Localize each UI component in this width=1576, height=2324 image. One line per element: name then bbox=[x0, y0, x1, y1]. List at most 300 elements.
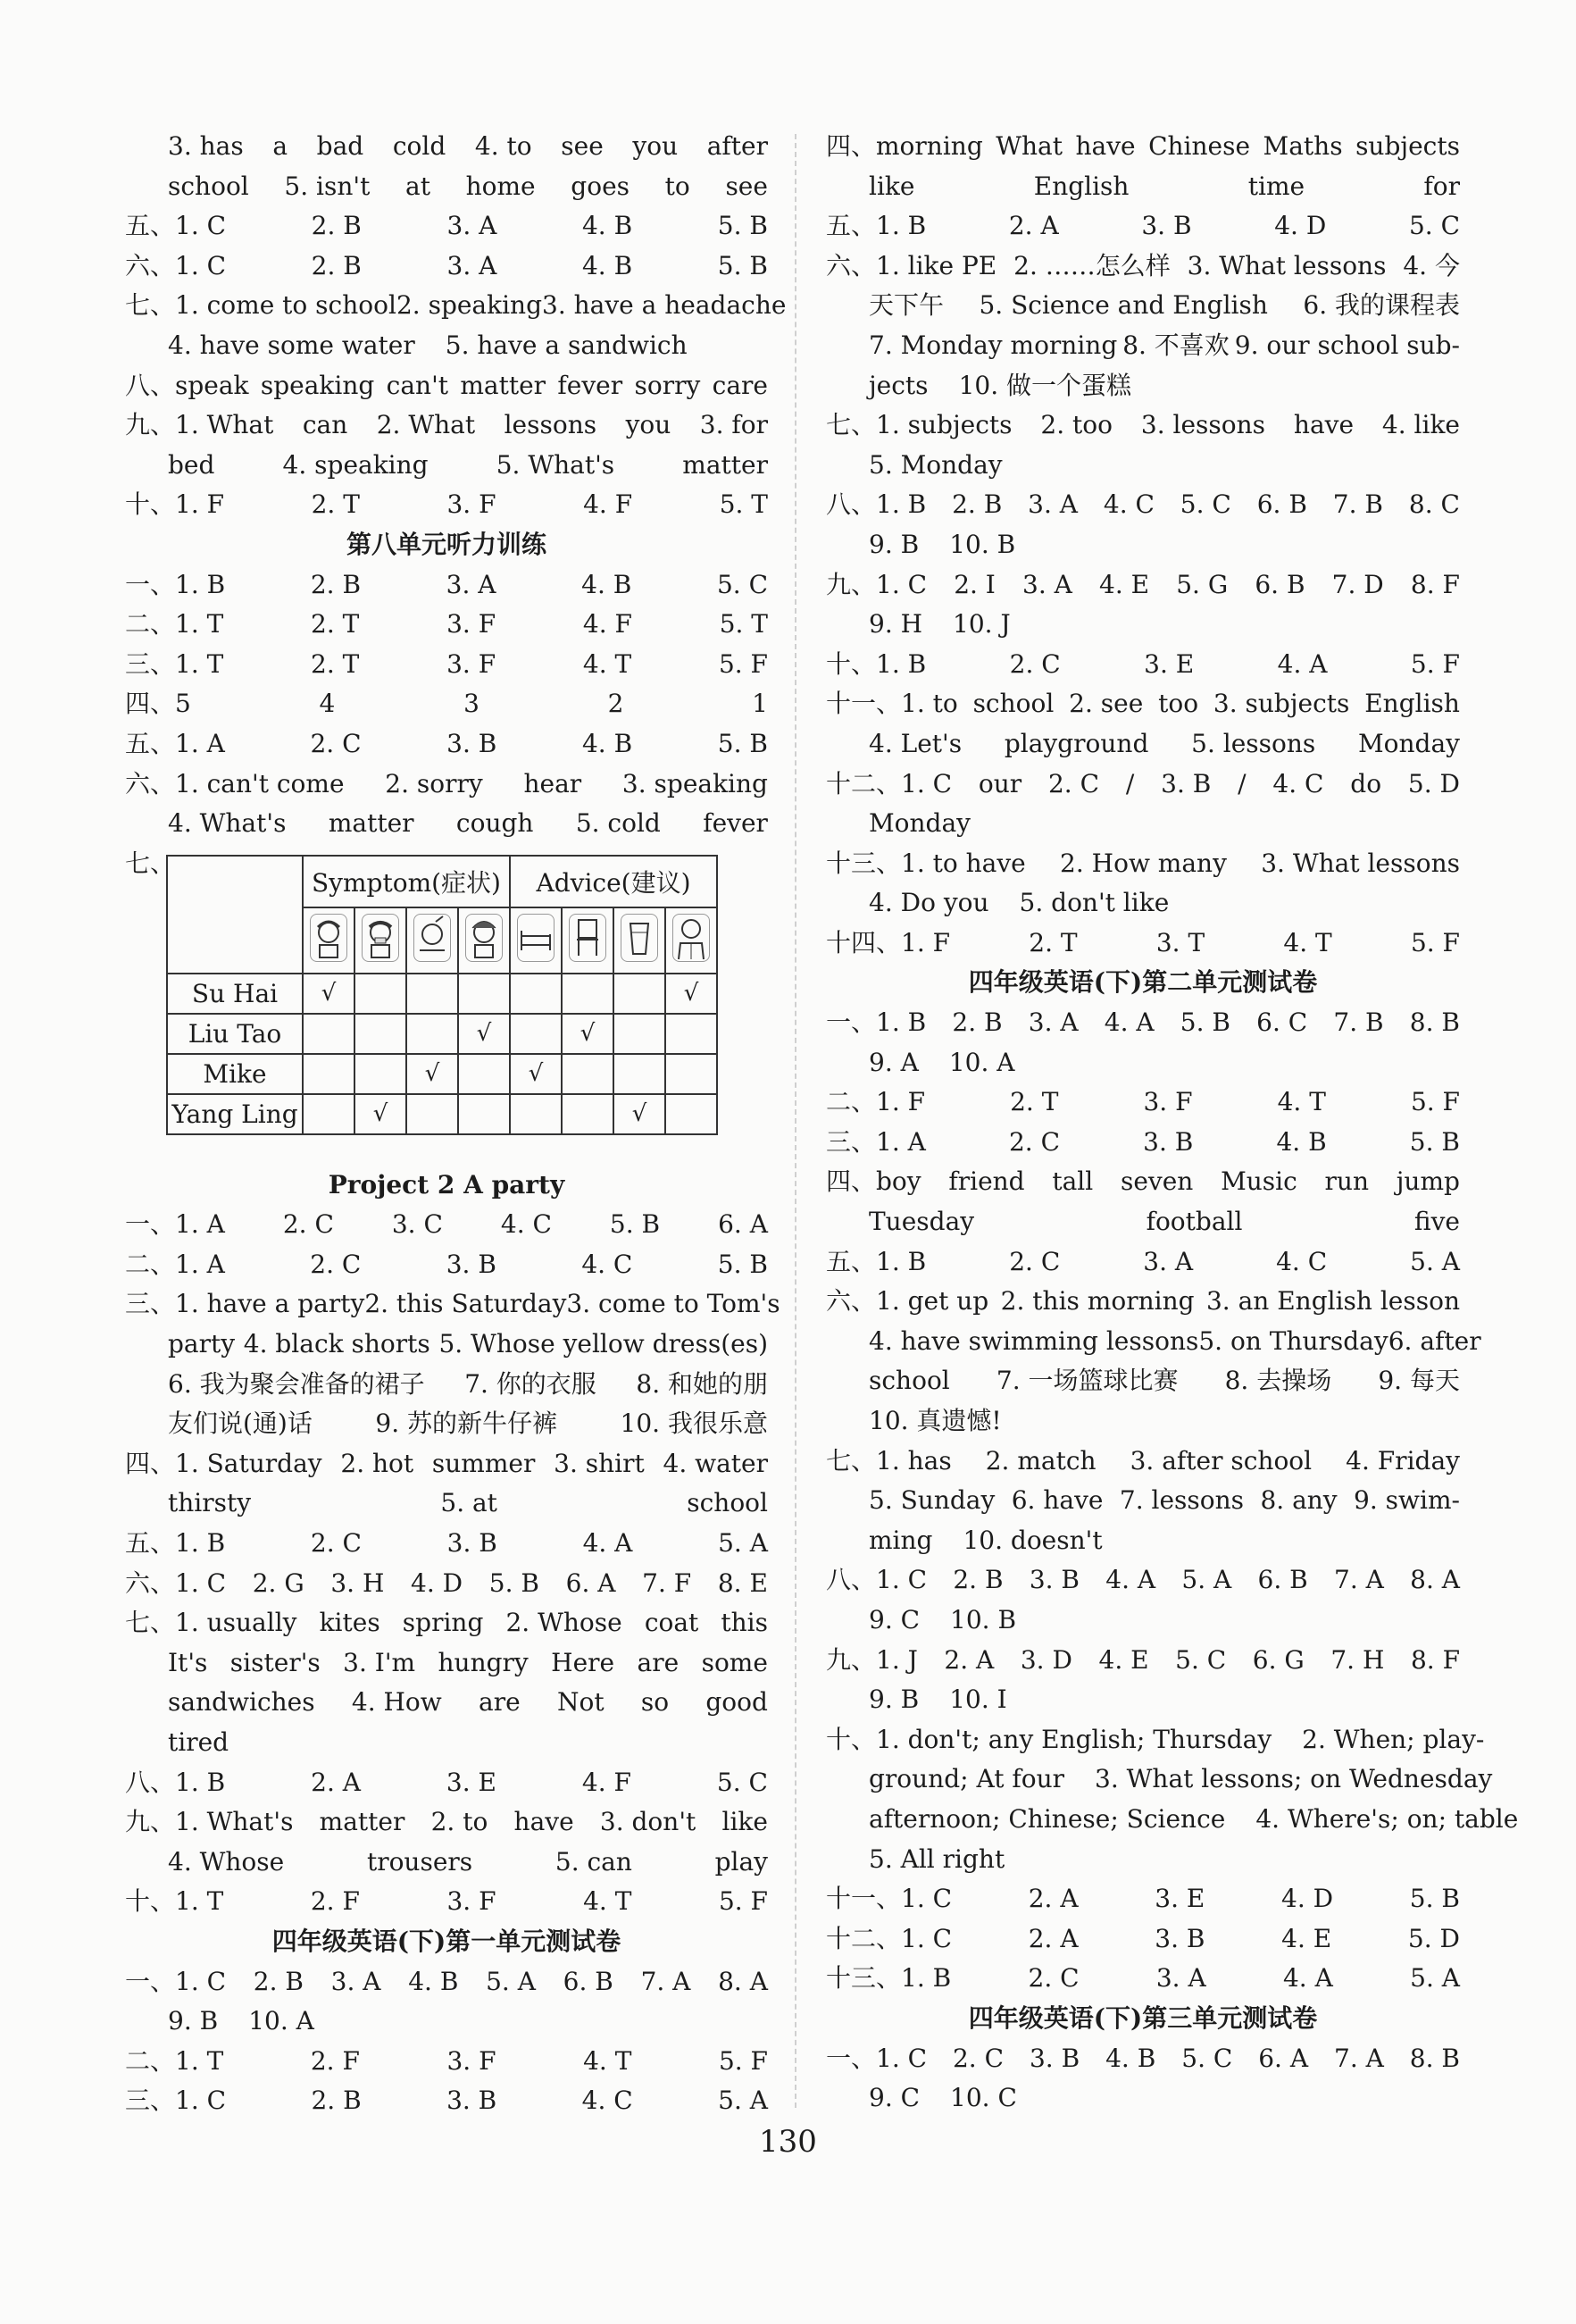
answer-item: 4. water bbox=[663, 1448, 768, 1478]
answer-item: 5. A bbox=[486, 1966, 536, 1996]
answer-item: 4. T bbox=[1283, 927, 1332, 957]
answer-item: 5. A bbox=[718, 2086, 768, 2116]
answer-line bbox=[826, 1043, 1460, 1083]
answer-line bbox=[125, 1444, 768, 1484]
answer-item: 3. A bbox=[1028, 489, 1078, 520]
answer-item: 2. C bbox=[1047, 768, 1100, 798]
answer-item: 3. A bbox=[1022, 569, 1072, 599]
answer-item: tall bbox=[1052, 1166, 1094, 1197]
answer-item: 十、1. T bbox=[125, 1886, 224, 1917]
answer-line bbox=[125, 1802, 768, 1843]
answer-line bbox=[826, 765, 1460, 805]
answer-item: 9. C bbox=[869, 1604, 921, 1634]
empty-cell bbox=[665, 1054, 717, 1094]
answer-item: 3. speaking bbox=[621, 768, 768, 798]
answer-item: 十四、1. F bbox=[826, 927, 951, 957]
left-answer-lines-a bbox=[125, 127, 787, 844]
answer-item: cold bbox=[392, 131, 446, 161]
answer-line bbox=[125, 366, 768, 406]
answer-item: What bbox=[996, 131, 1063, 161]
answer-line bbox=[826, 684, 1460, 724]
answer-item: 5. All right bbox=[869, 1843, 1005, 1874]
answer-item: 五、1. B bbox=[826, 211, 927, 241]
answer-line bbox=[826, 2078, 1460, 2119]
answer-item: do bbox=[1350, 768, 1382, 798]
left-column bbox=[125, 127, 787, 2121]
answer-item: 5. Sunday bbox=[869, 1485, 996, 1516]
answer-item: 5. have a sandwich bbox=[445, 330, 688, 360]
answer-line bbox=[125, 2042, 768, 2082]
answer-item: 2. C bbox=[310, 728, 362, 758]
answer-line bbox=[125, 765, 768, 805]
answer-item: 8. F bbox=[1410, 569, 1460, 599]
answer-item: 7. D bbox=[1331, 569, 1384, 599]
answer-item: 6. A bbox=[565, 1567, 616, 1598]
answer-item: a bbox=[272, 131, 288, 161]
answer-item: 4. Do you bbox=[869, 888, 989, 918]
empty-cell bbox=[354, 1054, 406, 1094]
answer-item: 友们说(通)话 bbox=[168, 1409, 313, 1439]
answer-item: 5. Science and English bbox=[979, 290, 1268, 321]
answer-item: 5. D bbox=[1407, 1923, 1460, 1953]
answer-item: 六、1. like PE bbox=[826, 250, 997, 280]
answer-item: 3. What lessons bbox=[1187, 250, 1387, 280]
empty-cell bbox=[510, 1014, 562, 1054]
answer-line bbox=[826, 1560, 1460, 1601]
answer-item: Maths bbox=[1263, 131, 1343, 161]
answer-item: 十三、1. to have bbox=[826, 848, 1026, 878]
answer-item: 4. T bbox=[583, 1886, 632, 1917]
empty-cell bbox=[562, 1054, 613, 1094]
answer-item: fever bbox=[703, 808, 768, 839]
answer-item: 4. have some water bbox=[168, 330, 415, 360]
answer-item: 3. C bbox=[391, 1209, 443, 1240]
answer-item: 5. A bbox=[1181, 1565, 1232, 1595]
answer-item: 3. A bbox=[1143, 1246, 1194, 1276]
answer-line bbox=[125, 724, 768, 765]
answer-item: 8. any bbox=[1260, 1485, 1338, 1516]
answer-item: 七、1. come to school bbox=[125, 290, 396, 321]
answer-line bbox=[826, 485, 1460, 525]
answer-line bbox=[826, 446, 1460, 486]
answer-item: after bbox=[706, 131, 768, 161]
answer-item: 6. B bbox=[563, 1966, 613, 1996]
answer-item: 4. 今 bbox=[1403, 250, 1460, 280]
answer-item: 2. B bbox=[952, 1007, 1003, 1038]
answer-item: 3. B bbox=[1161, 768, 1212, 798]
answer-line bbox=[826, 804, 1460, 844]
answer-item: 3. B bbox=[446, 1528, 497, 1559]
answer-item: / bbox=[1125, 768, 1135, 798]
answer-item: 10. I bbox=[949, 1684, 1007, 1715]
answer-item: 4. D bbox=[411, 1567, 463, 1598]
answer-item: 一、1. C bbox=[826, 2043, 928, 2073]
answer-item: 2. A bbox=[1028, 1884, 1079, 1914]
chair-picture bbox=[562, 907, 613, 974]
answer-item: jects bbox=[869, 370, 929, 400]
empty-cell bbox=[406, 1094, 458, 1134]
answer-item: 9. B bbox=[869, 529, 920, 559]
answer-item: like bbox=[869, 171, 915, 201]
answer-item: 7. Monday morning bbox=[869, 330, 1118, 360]
empty-cell bbox=[354, 1014, 406, 1054]
check-mark-cell: √ bbox=[406, 1054, 458, 1094]
water-picture bbox=[613, 907, 665, 974]
answer-item: run bbox=[1324, 1166, 1369, 1197]
answer-item: 六、1. C bbox=[125, 250, 227, 280]
answer-item: 3. F bbox=[446, 2045, 496, 2076]
answer-item: 2. this Saturday bbox=[364, 1289, 567, 1319]
answer-item: see bbox=[725, 171, 768, 201]
empty-cell bbox=[510, 1094, 562, 1134]
answer-line bbox=[826, 605, 1460, 645]
answer-line bbox=[826, 1162, 1460, 1202]
table-row bbox=[167, 1014, 717, 1054]
check-mark-cell: √ bbox=[510, 1054, 562, 1094]
answer-item: 4 bbox=[319, 689, 336, 719]
answer-item: 3. A bbox=[446, 250, 497, 280]
answer-item: can bbox=[302, 410, 348, 440]
answer-item: hungry bbox=[438, 1647, 529, 1677]
headache-picture bbox=[303, 907, 354, 974]
answer-item: 3 bbox=[463, 689, 479, 719]
answer-line bbox=[826, 1840, 1460, 1880]
answer-item: 4. C bbox=[1272, 768, 1324, 798]
answer-item: 5. B bbox=[1180, 1007, 1230, 1038]
answer-item: 二、1. T bbox=[125, 609, 224, 640]
answer-item: 2. Whose bbox=[505, 1608, 622, 1638]
check-mark-cell: √ bbox=[613, 1094, 665, 1134]
answer-item: thirsty bbox=[168, 1488, 252, 1518]
answer-item: 2. C bbox=[1009, 648, 1061, 679]
answer-item: 2. T bbox=[1010, 1087, 1059, 1117]
answer-item: 5. C bbox=[1175, 1644, 1227, 1675]
answer-item: some bbox=[701, 1647, 768, 1677]
answer-item: 5. C bbox=[716, 1767, 768, 1797]
answer-item: 9. C bbox=[869, 2083, 921, 2113]
answer-line bbox=[125, 326, 768, 366]
answer-item: 3. B bbox=[446, 728, 497, 758]
answer-item: 3. H bbox=[330, 1567, 385, 1598]
answer-item: 2. A bbox=[1028, 1923, 1079, 1953]
answer-item: 2. C bbox=[1028, 1963, 1080, 1994]
answer-item: 四、1. Saturday bbox=[125, 1448, 322, 1478]
answer-item: 2. C bbox=[1008, 1126, 1061, 1157]
answer-item: 2. F bbox=[310, 2045, 360, 2076]
table-row bbox=[167, 974, 717, 1014]
answer-line bbox=[826, 1720, 1485, 1760]
answer-item: 3. F bbox=[446, 648, 496, 679]
empty-cell bbox=[303, 1054, 354, 1094]
answer-item: 3. come to Tom's bbox=[566, 1289, 780, 1319]
answer-line bbox=[125, 1843, 768, 1883]
answer-line bbox=[125, 1524, 768, 1564]
answer-item: 七、1. subjects bbox=[826, 410, 1013, 440]
answer-item: have bbox=[513, 1807, 574, 1837]
answer-item: 5. B bbox=[1409, 1126, 1460, 1157]
answer-item: party bbox=[168, 1329, 236, 1359]
answer-item: 3. A bbox=[446, 569, 496, 599]
answer-item: Music bbox=[1221, 1166, 1297, 1197]
answer-line bbox=[125, 1284, 780, 1325]
answer-item: this bbox=[721, 1608, 768, 1638]
answer-item: matter bbox=[460, 370, 546, 400]
answer-item: 7. A bbox=[1334, 1565, 1384, 1595]
answer-item: 九、1. What bbox=[125, 410, 274, 440]
answer-item: 3. F bbox=[446, 489, 496, 520]
answer-item: Not bbox=[556, 1687, 605, 1718]
answer-item: 4. A bbox=[582, 1528, 633, 1559]
bed-icon bbox=[517, 914, 555, 962]
answer-line bbox=[826, 645, 1460, 685]
answer-item: 5. F bbox=[1410, 648, 1460, 679]
answer-line bbox=[826, 1601, 1460, 1641]
answer-item: 6. B bbox=[1257, 1565, 1308, 1595]
answer-line bbox=[826, 127, 1460, 167]
right-column bbox=[826, 127, 1519, 2119]
answer-item: 5. C bbox=[1180, 489, 1231, 520]
answer-item: 五、1. B bbox=[125, 1528, 226, 1559]
answer-item: 3. E bbox=[1155, 1884, 1205, 1914]
answer-item: 2. T bbox=[1029, 927, 1078, 957]
answer-line bbox=[125, 1723, 768, 1763]
answer-item: 2. When; play- bbox=[1302, 1724, 1485, 1754]
answer-line bbox=[826, 565, 1460, 606]
answer-item: trousers bbox=[366, 1846, 473, 1877]
answer-item: 6. 我的课程表 bbox=[1303, 290, 1460, 321]
answer-item: 一、1. A bbox=[125, 1209, 225, 1240]
answer-item: 十、1. F bbox=[125, 489, 225, 520]
answer-item: 五、1. A bbox=[125, 728, 225, 758]
answer-item: 5. F bbox=[1410, 1087, 1460, 1117]
answer-item: 七、1. has bbox=[826, 1445, 952, 1475]
section-heading: 四年级英语(下)第一单元测试卷 bbox=[271, 1926, 621, 1956]
answer-item: 3. E bbox=[1144, 648, 1195, 679]
answer-item: 6. 我为聚会准备的裙子 bbox=[168, 1368, 425, 1399]
answer-item: English bbox=[1033, 171, 1130, 201]
answer-item: 5. B bbox=[717, 728, 768, 758]
answer-item: 3. F bbox=[1143, 1087, 1193, 1117]
answer-item: 4. B bbox=[1276, 1126, 1327, 1157]
answer-item: 8. A bbox=[718, 1966, 768, 1996]
answer-item: 二、1. A bbox=[125, 1249, 225, 1279]
answer-item: 4. B bbox=[408, 1966, 459, 1996]
answer-item: 6. B bbox=[1256, 489, 1307, 520]
answer-item: 十二、1. C bbox=[826, 1923, 953, 1953]
answer-item: to bbox=[664, 171, 690, 201]
answer-item: 2. G bbox=[252, 1567, 304, 1598]
answer-item: can't bbox=[386, 370, 449, 400]
answer-line bbox=[826, 1202, 1460, 1242]
empty-cell bbox=[406, 1014, 458, 1054]
answer-item: playground bbox=[1004, 728, 1149, 758]
answer-line bbox=[125, 206, 768, 247]
answer-item: 4. have swimming lessons bbox=[869, 1325, 1199, 1356]
answer-line bbox=[826, 286, 1460, 326]
answer-item: 2. C bbox=[952, 2043, 1005, 2073]
check-mark-cell: √ bbox=[303, 974, 354, 1014]
answer-item: 8. 去操场 bbox=[1224, 1366, 1332, 1396]
doctor-icon bbox=[672, 914, 710, 962]
answer-item: English bbox=[1364, 689, 1460, 719]
student-name: Mike bbox=[167, 1054, 303, 1094]
answer-item: 7. 你的衣服 bbox=[464, 1368, 596, 1399]
table-row bbox=[167, 1094, 717, 1134]
answer-item: 10. B bbox=[950, 1604, 1017, 1634]
answer-item: 8. 不喜欢 bbox=[1122, 330, 1230, 360]
answer-line bbox=[125, 1325, 768, 1365]
answer-item: 6. A bbox=[1258, 2043, 1309, 2073]
answer-item: 3. have a headache bbox=[542, 290, 787, 321]
answer-item: 4. Friday bbox=[1346, 1445, 1460, 1475]
bed-picture bbox=[510, 907, 562, 974]
answer-item: 7. H bbox=[1330, 1644, 1385, 1675]
answer-item: 5. F bbox=[1410, 927, 1460, 957]
answer-item: tired bbox=[168, 1727, 229, 1757]
answer-item: 5. B bbox=[1409, 1884, 1460, 1914]
answer-item: 4. C bbox=[1276, 1246, 1328, 1276]
answer-item: 六、1. C bbox=[125, 1567, 227, 1598]
empty-cell bbox=[613, 974, 665, 1014]
answer-item: Chinese bbox=[1148, 131, 1251, 161]
answer-item: 3. F bbox=[446, 1886, 496, 1917]
chair-icon bbox=[569, 914, 606, 962]
answer-line bbox=[125, 565, 768, 606]
answer-item: 4. A bbox=[1104, 1007, 1155, 1038]
answer-line bbox=[125, 1564, 768, 1604]
answer-item: bed bbox=[168, 449, 215, 480]
answer-item: 5. D bbox=[1407, 768, 1460, 798]
answer-line bbox=[826, 1641, 1460, 1681]
answer-item: 5. lessons bbox=[1191, 728, 1316, 758]
answer-item: 3. B bbox=[1029, 1565, 1080, 1595]
answer-item: are bbox=[637, 1647, 680, 1677]
answer-item: It's bbox=[168, 1647, 208, 1677]
answer-item: matter bbox=[682, 449, 768, 480]
answer-line bbox=[125, 605, 768, 645]
symptom-advice-table bbox=[166, 855, 718, 1135]
answer-line bbox=[826, 1083, 1460, 1123]
answer-item: Monday bbox=[1358, 728, 1460, 758]
answer-item: 8. A bbox=[1410, 1565, 1460, 1595]
answer-item: jump bbox=[1396, 1166, 1460, 1197]
answer-item: you bbox=[625, 410, 671, 440]
answer-line bbox=[125, 2081, 768, 2121]
answer-item: 2. T bbox=[311, 648, 360, 679]
answer-line bbox=[125, 645, 768, 685]
answer-line bbox=[826, 1879, 1460, 1919]
answer-item: 4. like bbox=[1381, 410, 1460, 440]
answer-item: 3. lessons bbox=[1140, 410, 1266, 440]
empty-cell bbox=[510, 974, 562, 1014]
answer-item: 4. E bbox=[1098, 1644, 1149, 1675]
sick-child-icon bbox=[362, 914, 399, 962]
answer-item: 三、1. have a party bbox=[125, 1289, 365, 1319]
answer-item: home bbox=[465, 171, 536, 201]
answer-item: 2. What bbox=[376, 410, 476, 440]
answer-item: 7. B bbox=[1333, 1007, 1384, 1038]
answer-line bbox=[826, 724, 1460, 765]
answer-item: 三、1. T bbox=[125, 648, 224, 679]
student-name: Su Hai bbox=[167, 974, 303, 1014]
advice-header: Advice(建议) bbox=[510, 856, 717, 907]
answer-item: kites bbox=[319, 1608, 380, 1638]
answer-line bbox=[826, 1003, 1460, 1043]
check-mark-cell: √ bbox=[458, 1014, 510, 1054]
answer-item: 5. T bbox=[719, 609, 768, 640]
answer-item: 天下午 bbox=[869, 290, 945, 321]
answer-line bbox=[125, 485, 768, 525]
answer-item: 3. F bbox=[446, 609, 496, 640]
answer-item: 10. 我很乐意 bbox=[620, 1409, 768, 1439]
answer-item: 3. for bbox=[699, 410, 768, 440]
answer-item: 8. B bbox=[1409, 1007, 1460, 1038]
answer-line bbox=[125, 1404, 768, 1444]
answer-item: 5. B bbox=[717, 250, 768, 280]
answer-item: care bbox=[712, 370, 768, 400]
answer-item: hear bbox=[523, 768, 582, 798]
answer-item: 3. D bbox=[1020, 1644, 1072, 1675]
answer-line bbox=[125, 1683, 768, 1723]
answer-item: 2. A bbox=[944, 1644, 995, 1675]
answer-item: 二、1. F bbox=[826, 1087, 926, 1117]
answer-item: 十一、1. to bbox=[826, 689, 958, 719]
answer-item: 10. J bbox=[953, 609, 1011, 640]
glass-of-water-icon bbox=[621, 914, 658, 962]
answer-item: 4. How bbox=[351, 1687, 442, 1718]
answer-item: 5. What's bbox=[496, 449, 615, 480]
answer-item: 5. on Thursday bbox=[1198, 1325, 1388, 1356]
answer-item: 4. C bbox=[581, 1249, 633, 1279]
answer-item: school bbox=[972, 689, 1055, 719]
answer-line bbox=[125, 1643, 768, 1684]
answer-item: seven bbox=[1120, 1166, 1194, 1197]
answer-line bbox=[826, 1800, 1519, 1840]
answer-item: 3. subjects bbox=[1213, 689, 1350, 719]
answer-item: 5. G bbox=[1176, 569, 1229, 599]
answer-item: 一、1. B bbox=[125, 569, 226, 599]
answer-item: 10. doesn't bbox=[963, 1525, 1103, 1555]
answer-item: 2. I bbox=[954, 569, 996, 599]
answer-line bbox=[125, 1484, 768, 1524]
answer-item: 2 bbox=[607, 689, 624, 719]
answer-line bbox=[125, 1882, 768, 1922]
answer-item: 十一、1. C bbox=[826, 1884, 953, 1914]
answer-line bbox=[125, 804, 768, 844]
left-answer-lines-b bbox=[125, 1166, 780, 2121]
answer-item: 2. hot bbox=[340, 1448, 414, 1478]
answer-item: 3. B bbox=[446, 1249, 496, 1279]
answer-item: 四、5 bbox=[125, 689, 191, 719]
empty-cell bbox=[665, 1014, 717, 1054]
answer-item: 六、1. get up bbox=[826, 1286, 989, 1317]
answer-item: bad bbox=[316, 131, 364, 161]
answer-item: 5. F bbox=[718, 648, 768, 679]
answer-item: 4. F bbox=[582, 609, 632, 640]
answer-item: 6. have bbox=[1011, 1485, 1104, 1516]
answer-item: 二、1. T bbox=[125, 2045, 224, 2076]
answer-item: 十、1. don't; any English; Thursday bbox=[826, 1724, 1272, 1754]
answer-item: 5. can bbox=[555, 1846, 632, 1877]
answer-item: 4. B bbox=[1105, 2043, 1156, 2073]
answer-item: 9. B bbox=[869, 1684, 920, 1715]
answer-item: 9. H bbox=[869, 609, 923, 640]
answer-item: 7. F bbox=[642, 1567, 692, 1598]
cold-picture bbox=[354, 907, 406, 974]
answer-item: 3. A bbox=[330, 1966, 381, 1996]
answer-item: 8. 和她的朋 bbox=[636, 1368, 768, 1399]
answer-item: our bbox=[978, 768, 1022, 798]
